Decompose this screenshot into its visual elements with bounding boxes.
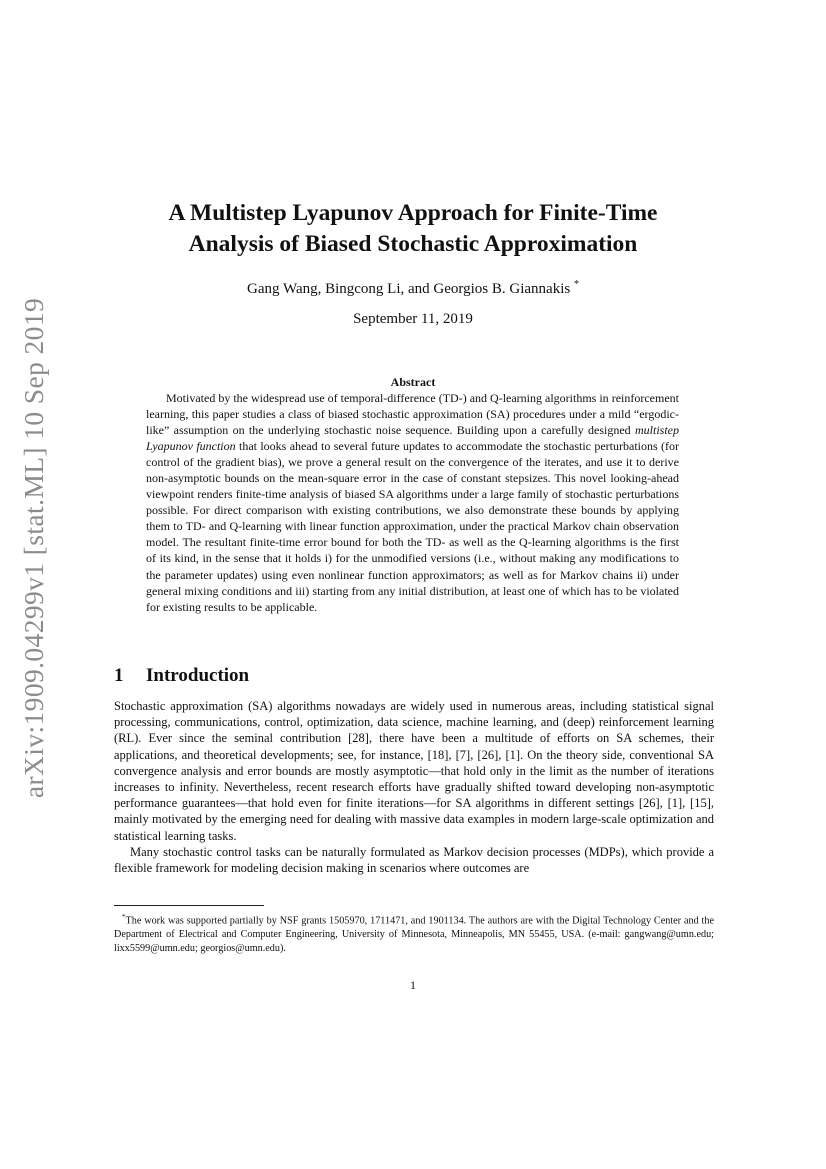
abstract-heading: Abstract (390, 375, 436, 389)
paper-title (100, 198, 726, 260)
intro-paragraph-1: Stochastic approximation (SA) algorithms nowadays are widely used in numerous areas, including statistical signal processing, communications, control, optimization, data science, machine learning, and (deep) reinforcement learning (RL). Ever since the seminal contribution [28], there have been a multitude of efforts on SA schemes, their applications, and theoretical developments; see, for instance, [18], [7], [26], [1]. On the theory side, conventional SA convergence analysis and error bounds are mostly asymptotic—that hold only in the limit as the number of iterations increases to infinity. Nevertheless, recent research efforts have gradually shifted toward developing non-asymptotic performance guarantees—that hold even for finite iterations—for SA algorithms in different settings [26], [1], [15], mainly motivated by the emerging need for dealing with massive data examples in modern large-scale optimization and statistical learning tasks. (114, 699, 714, 843)
section-number: 1 (114, 665, 124, 686)
author-footnote-mark: * (573, 279, 579, 290)
arxiv-identifier-stamp (12, 297, 56, 798)
footnote (114, 910, 714, 956)
author-names: Gang Wang, Bingcong Li, and Georgios B. Giannakis (247, 281, 571, 297)
abstract-emphasis: multistep Lyapunov function (146, 423, 679, 454)
arxiv-identifier-text: arXiv:1909.04299v1 [stat.ML] 10 Sep 2019 (18, 297, 50, 798)
introduction-body (114, 698, 714, 876)
section-heading (114, 664, 714, 688)
footnote-mark: * (122, 913, 126, 921)
abstract-text-part-1: Motivated by the widespread use of temporal-difference (TD-) and Q-learning algorithms in reinforcement learning, this paper studies a class of biased stochastic approximation (SA) procedures under a mild “ergodic-like” assumption on the underlying stochastic noise sequence. Building upon a carefully designed (146, 391, 679, 438)
footnote-text: The work was supported partially by NSF grants 1505970, 1711471, and 1901134. The authors are with the Digital Technology Center and the Department of Electrical and Computer Engineering, University of Minnesota, Minneapolis, MN 55455, USA. (e-mail: gangwang@umn.edu; lixx5599@umn.edu; georgios@umn.edu). (114, 915, 714, 955)
intro-paragraph-2: Many stochastic control tasks can be naturally formulated as Markov decision processes (MDPs), which provide a flexible framework for modeling decision making in scenarios where outcomes are (114, 844, 714, 876)
footnote-rule (114, 905, 264, 906)
title-line-1: A Multistep Lyapunov Approach for Finite-Time (168, 200, 658, 226)
abstract-text-part-2: that looks ahead to several future updates to accommodate the stochastic perturbations (for control of the gradient bias), we prove a general result on the convergence of the iterates, and use it to derive non-asymptotic bounds on the mean-square error in the case of constant stepsizes. This novel looking-ahead viewpoint renders finite-time analysis of biased SA algorithms under a large family of stochastic perturbations possible. For direct comparison with existing contributions, we also demonstrate these bounds by applying them to TD- and Q-learning with linear function approximation, under the practical Markov chain observation model. The resultant finite-time error bound for both the TD- as well as the Q-learning algorithms is the first of its kind, in the sense that it holds i) for the unmodified versions (i.e., without making any modifications to the parameter updates) using even nonlinear function approximators; as well as for Markov chains ii) under general mixing conditions and iii) starting from any initial distribution, at least one of which has to be violated for existing results to be applicable. (146, 439, 680, 614)
section-title: Introduction (146, 665, 250, 686)
publication-date: September 11, 2019 (353, 311, 473, 327)
title-line-2: Analysis of Biased Stochastic Approximation (188, 231, 638, 257)
author-list (100, 275, 726, 299)
abstract-body (146, 390, 679, 615)
page-number: 1 (410, 978, 416, 992)
